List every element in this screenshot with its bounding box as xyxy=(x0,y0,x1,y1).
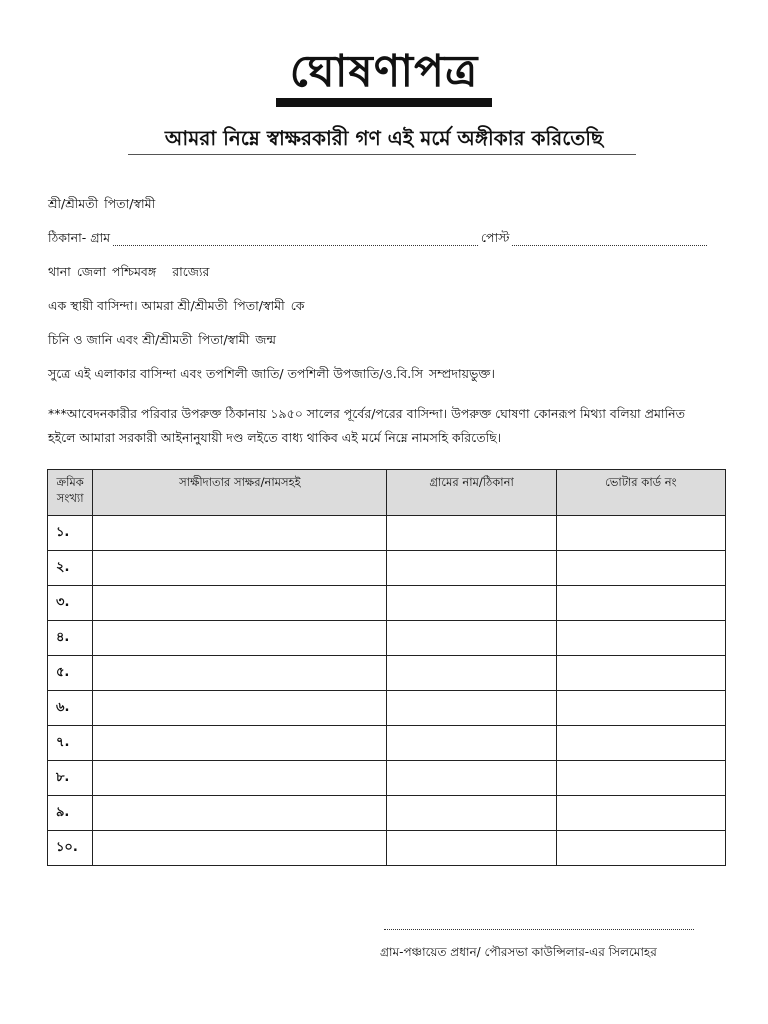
voter-card-cell[interactable] xyxy=(556,761,725,796)
village-header: গ্রামের নাম/ঠিকানা xyxy=(387,470,556,516)
serial-header-line1: ক্রমিক xyxy=(56,475,84,489)
voter-card-cell[interactable] xyxy=(556,586,725,621)
voter-card-cell[interactable] xyxy=(556,796,725,831)
table-row xyxy=(48,726,726,761)
village-cell[interactable] xyxy=(387,796,556,831)
signature-cell[interactable] xyxy=(93,691,387,726)
acquaintance-father-label: পিতা/স্বামী xyxy=(198,332,250,347)
state-suffix: রাজ্যের xyxy=(172,264,210,279)
village-cell[interactable] xyxy=(387,656,556,691)
voter-card-cell[interactable] xyxy=(556,621,725,656)
witness-table-header xyxy=(48,470,726,516)
form-row-name xyxy=(48,194,710,216)
village-cell[interactable] xyxy=(387,831,556,866)
signature-cell[interactable] xyxy=(93,656,387,691)
voter-card-cell[interactable] xyxy=(556,516,725,551)
village-cell[interactable] xyxy=(387,691,556,726)
title-underline-bar xyxy=(276,98,492,107)
father-label: পিতা/স্বামী xyxy=(104,196,156,211)
village-cell[interactable] xyxy=(387,516,556,551)
resident-father-label: পিতা/স্বামী xyxy=(233,298,285,313)
birth-suffix: জন্ম xyxy=(255,332,276,347)
table-row xyxy=(48,621,726,656)
voter-card-cell[interactable] xyxy=(556,551,725,586)
table-row xyxy=(48,691,726,726)
district-label: জেলা xyxy=(76,264,107,279)
voter-card-cell[interactable] xyxy=(556,726,725,761)
signature-cell[interactable] xyxy=(93,621,387,656)
post-label: পোস্ট xyxy=(480,230,510,245)
voter-card-cell[interactable] xyxy=(556,656,725,691)
serial-cell: ১. xyxy=(48,516,93,551)
witness-table xyxy=(47,469,726,866)
village-cell[interactable] xyxy=(387,586,556,621)
serial-cell: ৫. xyxy=(48,656,93,691)
signature-cell[interactable] xyxy=(93,796,387,831)
form-row-address xyxy=(48,228,710,250)
resident-label: এক স্থায়ী বাসিন্দা। আমরা শ্রী/শ্রীমতী xyxy=(48,298,228,313)
serial-cell: ৭. xyxy=(48,726,93,761)
name-label: শ্রী/শ্রীমতী xyxy=(48,196,99,211)
document-title: ঘোষণাপত্র xyxy=(289,46,479,97)
form-row-caste xyxy=(48,364,710,386)
declaration-text: ***আবেদনকারীর পরিবার উপরুক্ত ঠিকানায় ১৯৫০ সালের পূর্বের/পরের বাসিন্দা। উপরুক্ত ঘোষণা কোনরূপ মিথ্যা বলিয়া প্রমানিত হইলে আমারা সরকারী আইনানুযায়ী দণ্ড লইতে বাধ্য থাকিব এই মর্মে নিম্নে নামসহি করিতেছি। xyxy=(48,406,685,445)
signature-cell[interactable] xyxy=(93,726,387,761)
serial-cell: ৪. xyxy=(48,621,93,656)
serial-cell: ৬. xyxy=(48,691,93,726)
voter-card-cell[interactable] xyxy=(556,691,725,726)
table-row xyxy=(48,831,726,866)
signature-cell[interactable] xyxy=(93,761,387,796)
table-row xyxy=(48,796,726,831)
serial-cell: ২. xyxy=(48,551,93,586)
seal-caption: গ্রাম-পঞ্চায়েত প্রধান/ পৌরসভা কাউন্সিলার-এর সিলমোহর xyxy=(380,945,657,959)
village-blank[interactable] xyxy=(113,244,478,246)
form-row-police-station xyxy=(48,262,710,284)
village-cell[interactable] xyxy=(387,761,556,796)
village-cell[interactable] xyxy=(387,551,556,586)
know-label: চিনি ও জানি এবং শ্রী/শ্রীমতী xyxy=(48,332,193,347)
serial-cell: ৮. xyxy=(48,761,93,796)
signature-cell[interactable] xyxy=(93,831,387,866)
address-label: ঠিকানা- গ্রাম xyxy=(48,230,111,245)
signature-cell[interactable] xyxy=(93,551,387,586)
serial-header xyxy=(48,470,93,516)
caste-label: সুত্রে এই এলাকার বাসিন্দা এবং তপশিলী জাতি/ তপশিলী উপজাতি/ও.বি.সি xyxy=(48,366,424,381)
resident-suffix: কে xyxy=(290,298,305,313)
serial-cell: ১০. xyxy=(48,831,93,866)
village-cell[interactable] xyxy=(387,726,556,761)
serial-header-line2: সংখ্যা xyxy=(56,491,84,505)
police-station-label: থানা xyxy=(48,264,71,279)
village-cell[interactable] xyxy=(387,621,556,656)
form-row-acquaintance xyxy=(48,330,710,352)
signature-cell[interactable] xyxy=(93,586,387,621)
voter-card-header: ভোটার কার্ড নং xyxy=(556,470,725,516)
table-row xyxy=(48,516,726,551)
voter-card-cell[interactable] xyxy=(556,831,725,866)
signature-cell[interactable] xyxy=(93,516,387,551)
seal-signature-line[interactable] xyxy=(384,928,694,930)
post-blank[interactable] xyxy=(512,244,707,246)
serial-cell: ৯. xyxy=(48,796,93,831)
signature-header: সাক্ষীদাতার সাক্ষর/নামসহই xyxy=(93,470,387,516)
subtitle-underline xyxy=(128,154,636,155)
serial-cell: ৩. xyxy=(48,586,93,621)
table-row xyxy=(48,586,726,621)
table-row xyxy=(48,761,726,796)
community-suffix: সম্প্রদায়ভুক্ত। xyxy=(429,366,495,381)
table-row xyxy=(48,551,726,586)
state-label: পশ্চিমবঙ্গ xyxy=(112,264,157,279)
table-row xyxy=(48,656,726,691)
document-subtitle: আমরা নিম্নে স্বাক্ষরকারী গণ এই মর্মে অঙ্গীকার করিতেছি xyxy=(164,126,604,150)
form-row-resident xyxy=(48,296,710,318)
